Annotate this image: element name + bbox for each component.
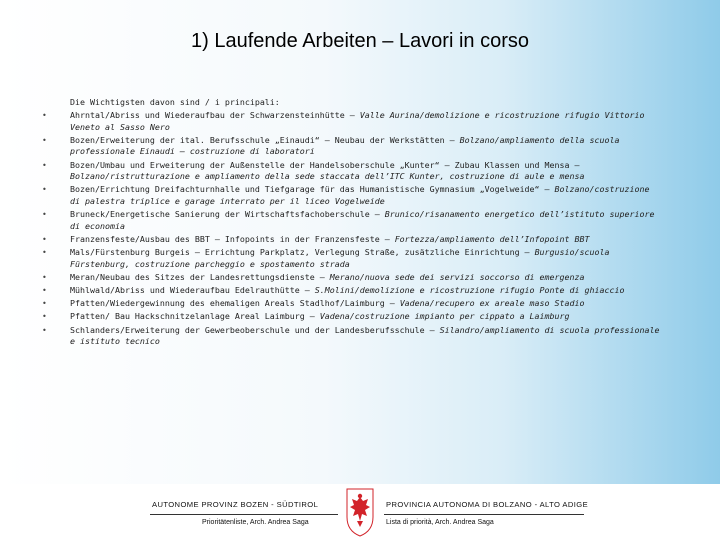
item-italian-text: Silandro/ampliamento di scuola professionale e istituto tecnico	[70, 324, 660, 347]
bullet-icon: •	[42, 312, 47, 322]
list-item	[42, 233, 660, 246]
footer-org-german: AUTONOME PROVINZ BOZEN - SÜDTIROL	[152, 500, 319, 509]
list-item	[42, 209, 660, 232]
item-german-text: Mühlwald/Abriss und Wiederaufbau Edelrauthütte –	[70, 285, 315, 296]
eagle-emblem-icon	[345, 487, 375, 537]
list-item	[42, 271, 660, 284]
bullet-icon: •	[42, 272, 47, 282]
item-italian-text: Burgusio/scuola Fürstenburg, costruzione parcheggio e spostamento strada	[70, 247, 610, 269]
item-german-text: Mals/Fürstenburg Burgeis – Errichtung Parkplatz, Verlegung Straße, zusätzliche Einrichtung –	[70, 247, 535, 258]
footer-divider-left	[150, 514, 338, 515]
item-german-text: Bozen/Erweiterung der ital. Berufsschule „Einaudi“ – Neubau der Werkstätten –	[70, 134, 460, 145]
item-italian-text: Vadena/recupero ex areale maso Stadio	[399, 298, 585, 309]
bullet-icon: •	[42, 325, 47, 335]
bullet-icon: •	[42, 248, 47, 258]
list-item	[42, 184, 660, 207]
footer	[0, 484, 720, 540]
slide-title: 1) Laufende Arbeiten – Lavori in corso	[191, 30, 529, 52]
bullet-icon: •	[42, 135, 47, 145]
list-item	[42, 159, 660, 183]
bullet-icon: •	[42, 299, 47, 309]
list-item	[42, 110, 660, 133]
item-italian-text: Bolzano/costruzione di palestra triplice e garage interrato per il liceo Vogelweide	[70, 184, 650, 206]
bullet-icon: •	[42, 286, 47, 296]
item-italian-text: Fortezza/ampliamento dell’Infopoint BBT	[394, 233, 590, 244]
intro-text: Die Wichtigsten davon sind / i principali:	[70, 97, 280, 107]
item-italian-text: Merano/nuova sede dei servizi soccorso di emergenza	[329, 271, 585, 282]
item-german-text: Pfatten/ Bau Hackschnitzelanlage Areal Laimburg –	[70, 311, 320, 322]
item-german-text: Pfatten/Wiedergewinnung des ehemaligen Areals Stadlhof/Laimburg –	[70, 298, 400, 309]
item-italian-text: Bolzano/ampliamento della scuola professionale Einaudi – costruzione di laboratori	[70, 134, 620, 157]
item-german-text: Franzensfeste/Ausbau des BBT – Infopoints in der Franzensfeste –	[70, 233, 395, 244]
footer-divider-right	[384, 514, 584, 515]
footer-subtitle-german: Prioritätenliste, Arch. Andrea Saga	[202, 519, 309, 526]
bullet-icon: •	[42, 210, 47, 220]
bullet-icon: •	[42, 185, 47, 195]
item-italian-text: Vadena/costruzione impianto per cippato a Laimburg	[319, 311, 570, 322]
list-item	[42, 285, 660, 297]
item-italian-text: Bolzano/ristrutturazione e ampliamento della sede staccata dell’ITC Kunter, costruzione di aule e mensa	[70, 171, 585, 182]
bullet-icon: •	[42, 160, 47, 170]
list-item	[42, 298, 660, 310]
item-german-text: Ahrntal/Abriss und Wiederaufbau der Schwarzensteinhütte –	[70, 110, 360, 120]
item-german-text: Schlanders/Erweiterung der Gewerbeoberschule und der Landesberufsschule –	[70, 324, 440, 335]
item-german-text: Bruneck/Energetische Sanierung der Wirtschaftsfachoberschule –	[70, 209, 385, 220]
list-item	[42, 247, 660, 270]
bullet-icon: •	[42, 111, 47, 120]
bullet-icon: •	[42, 234, 47, 244]
project-list	[42, 110, 660, 349]
list-item	[42, 134, 660, 158]
item-italian-text: Valle Aurina/demolizione e ricostruzione rifugio Vittorio Veneto al Sasso Nero	[70, 110, 645, 132]
footer-subtitle-italian: Lista di priorità, Arch. Andrea Saga	[386, 519, 494, 526]
item-italian-text: Brunico/risanamento energetico dell’istituto superiore di economia	[70, 209, 655, 231]
item-german-text: Bozen/Errichtung Dreifachturnhalle und Tiefgarage für das Humanistische Gymnasium „Vogelweide“ –	[70, 184, 555, 195]
item-german-text: Meran/Neubau des Sitzes der Landesrettungsdienste –	[70, 271, 330, 282]
item-german-text: Bozen/Umbau und Erweiterung der Außenstelle der Handelsoberschule „Kunter“ – Zubau Klassen und Mensa –	[70, 159, 580, 170]
list-item	[42, 324, 660, 348]
footer-org-italian: PROVINCIA AUTONOMA DI BOLZANO - ALTO ADIGE	[386, 500, 589, 509]
item-italian-text: S.Molini/demolizione e ricostruzione rifugio Ponte di ghiaccio	[314, 285, 625, 296]
list-item	[42, 311, 660, 323]
